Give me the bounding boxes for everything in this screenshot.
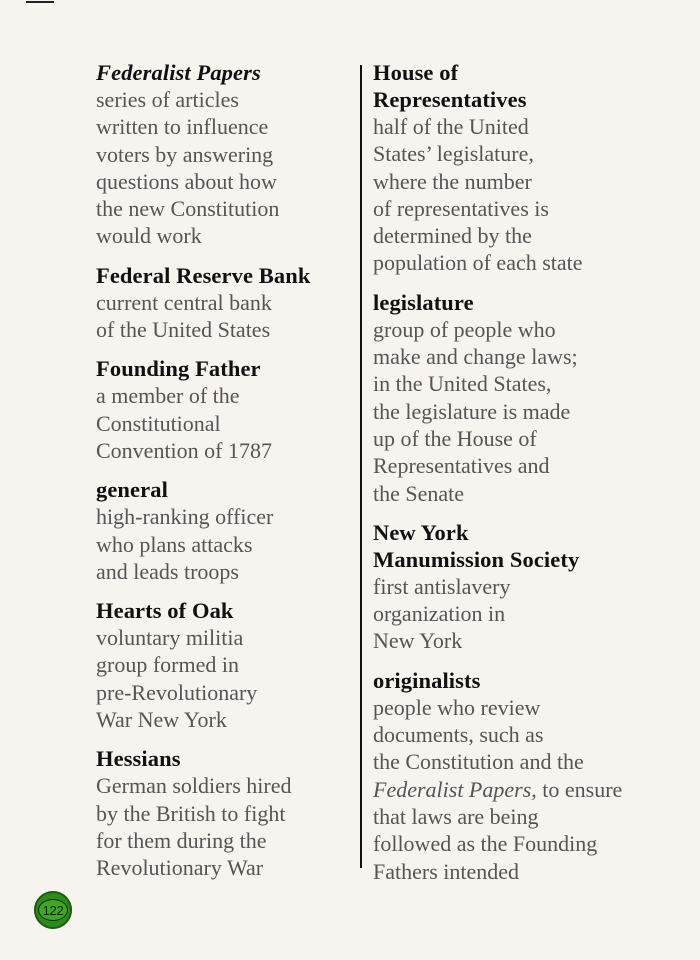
page-number: 122 [42,902,64,918]
glossary-term: Founding Father [96,356,261,382]
definition-line: up of the House of [373,425,537,451]
definition-line: Constitutional [96,410,221,436]
glossary-definition [96,86,358,250]
glossary-entry [373,667,693,885]
glossary-entry [373,519,693,655]
term-line: Manumission Society [373,546,580,572]
glossary-term: Hearts of Oak [96,598,234,624]
definition-line: pre-Revolutionary [96,679,258,705]
definition-line: States’ legislature, [373,141,534,167]
definition-line: the legislature is made [373,398,571,424]
glossary-definition [96,503,358,585]
glossary-term: Federalist Papers [96,60,261,85]
definition-line: current central bank [96,289,272,315]
definition-line [373,776,693,803]
definition-line: first antislavery [373,573,511,599]
glossary-entry [96,59,358,250]
term-line: Representatives [373,87,527,112]
glossary-entry [96,597,358,733]
definition-line: and leads troops [96,558,239,584]
glossary-definition [96,624,358,733]
term-line: House of [373,60,459,85]
definition-line: for them during the [96,827,267,853]
definition-line: of representatives is [373,195,549,221]
glossary-definition [96,289,358,344]
glossary-definition [373,573,693,655]
definition-line: group of people who [373,316,556,342]
definition-line: German soldiers hired [96,773,292,799]
glossary-term: originalists [373,667,481,693]
glossary-definition [373,316,693,507]
definition-line: people who review [373,694,541,720]
definition-line: group formed in [96,652,239,678]
page-number-badge [34,891,72,929]
definition-line: Fathers intended [373,858,520,884]
definition-line: the Constitution and the [373,749,584,775]
glossary-term: Federal Reserve Bank [96,262,311,288]
definition-line: followed as the Founding [373,831,598,857]
glossary-entry [96,476,358,585]
definition-line: population of each state [373,250,583,276]
definition-line: the Senate [373,480,465,506]
glossary-definition [96,772,358,881]
definition-line: by the British to fight [96,800,286,826]
definition-line: that laws are being [373,803,539,829]
definition-line: questions about how [96,168,277,194]
glossary-term: Hessians [96,746,181,772]
glossary-term [373,519,693,573]
glossary-term [373,59,693,113]
definition-line: series of articles [96,87,239,112]
term-line: New York [373,519,469,545]
definition-line: organization in [373,601,506,627]
glossary-right-column [373,59,693,897]
glossary-entry [373,59,693,277]
definition-line: of the United States [96,317,271,343]
definition-line: a member of the [96,383,240,409]
definition-line: who plans attacks [96,531,253,557]
glossary-entry [373,289,693,507]
glossary-term: legislature [373,289,474,315]
definition-line: voluntary militia [96,625,244,651]
definition-line: half of the United [373,114,529,139]
page-number-ring [38,899,68,921]
definition-line: would work [96,223,202,249]
glossary-entry [96,355,358,464]
glossary-entry [96,262,358,344]
glossary-definition [96,382,358,464]
definition-line: where the number [373,168,532,194]
glossary-definition [373,113,693,277]
definition-line: written to influence [96,114,269,140]
column-divider [360,65,362,868]
italic-title: Federalist Papers [373,776,532,802]
definition-line: documents, such as [373,722,544,748]
definition-line: War New York [96,707,227,733]
definition-line: New York [373,628,463,654]
glossary-term: general [96,477,168,503]
top-rule [26,1,54,3]
definition-line: determined by the [373,223,532,249]
definition-line: make and change laws; [373,344,578,370]
glossary-definition [373,694,693,885]
definition-line: Revolutionary War [96,855,264,881]
definition-line: in the United States, [373,371,552,397]
definition-text: , to ensure [531,776,623,802]
glossary-entry [96,745,358,881]
glossary-left-column [96,59,358,894]
definition-line: Convention of 1787 [96,437,272,463]
definition-line: the new Constitution [96,196,280,222]
definition-line: high-ranking officer [96,504,274,530]
definition-line: voters by answering [96,141,274,167]
definition-line: Representatives and [373,453,550,479]
